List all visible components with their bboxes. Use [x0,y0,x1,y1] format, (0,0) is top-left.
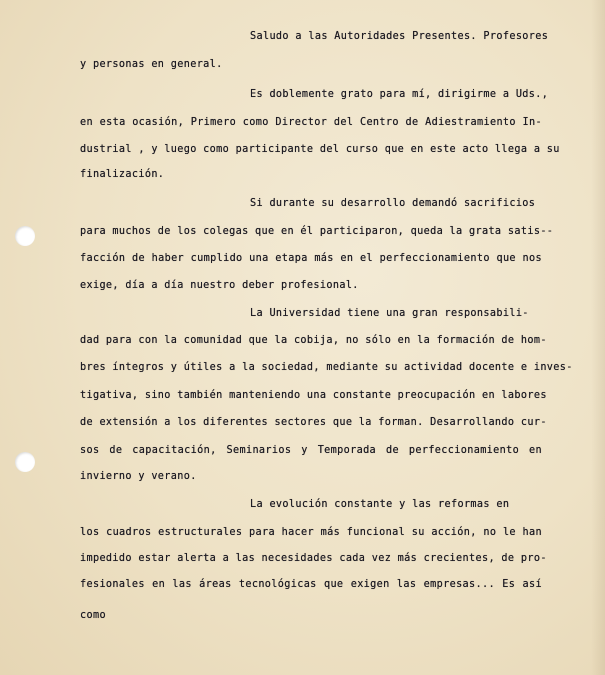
text-line-9: facción de haber cumplido una etapa más en el perfeccionamiento que nos [80,253,542,264]
text-line-1: Saludo a las Autoridades Presentes. Profesores [250,31,549,42]
text-line-4: en esta ocasión, Primero como Director del Centro de Adiestramiento In- [80,117,542,128]
punch-hole-bottom [15,452,35,472]
text-line-11: La Universidad tiene una gran responsabili- [250,308,529,319]
punch-hole-top [15,226,35,246]
text-line-14: tigativa, sino también manteniendo una constante preocupación en labores [80,390,547,401]
text-line-15: de extensión a los diferentes sectores que la forman. Desarrollando cur- [80,417,547,428]
text-line-2: y personas en general. [80,59,223,70]
text-line-8: para muchos de los colegas que en él participaron, queda la grata satis-- [80,226,554,237]
text-line-16: sos de capacitación, Seminarios y Temporada de perfeccionamiento en [80,445,542,456]
text-line-10: exige, día a día nuestro deber profesional. [80,280,359,291]
text-line-17: invierno y verano. [80,471,197,482]
text-line-13: bres íntegros y útiles a la sociedad, mediante su actividad docente e inves- [80,362,573,373]
text-line-20: impedido estar alerta a las necesidades cada vez más crecientes, de pro- [80,553,547,564]
text-line-7: Si durante su desarrollo demandó sacrificios [250,198,536,209]
text-line-3: Es doblemente grato para mí, dirigirme a Uds., [250,89,549,100]
text-line-21: fesionales en las áreas tecnológicas que exigen las empresas... Es así [80,579,542,590]
text-line-22: como [80,610,106,621]
text-line-5: dustrial , y luego como participante del curso que en este acto llega a su [80,144,560,155]
page-edge-shadow [591,0,605,675]
text-line-18: La evolución constante y las reformas en [250,499,510,510]
text-line-6: finalización. [80,169,165,180]
text-line-19: los cuadros estructurales para hacer más funcional su acción, no le han [80,527,542,538]
text-line-12: dad para con la comunidad que la cobija, no sólo en la formación de hom- [80,335,547,346]
